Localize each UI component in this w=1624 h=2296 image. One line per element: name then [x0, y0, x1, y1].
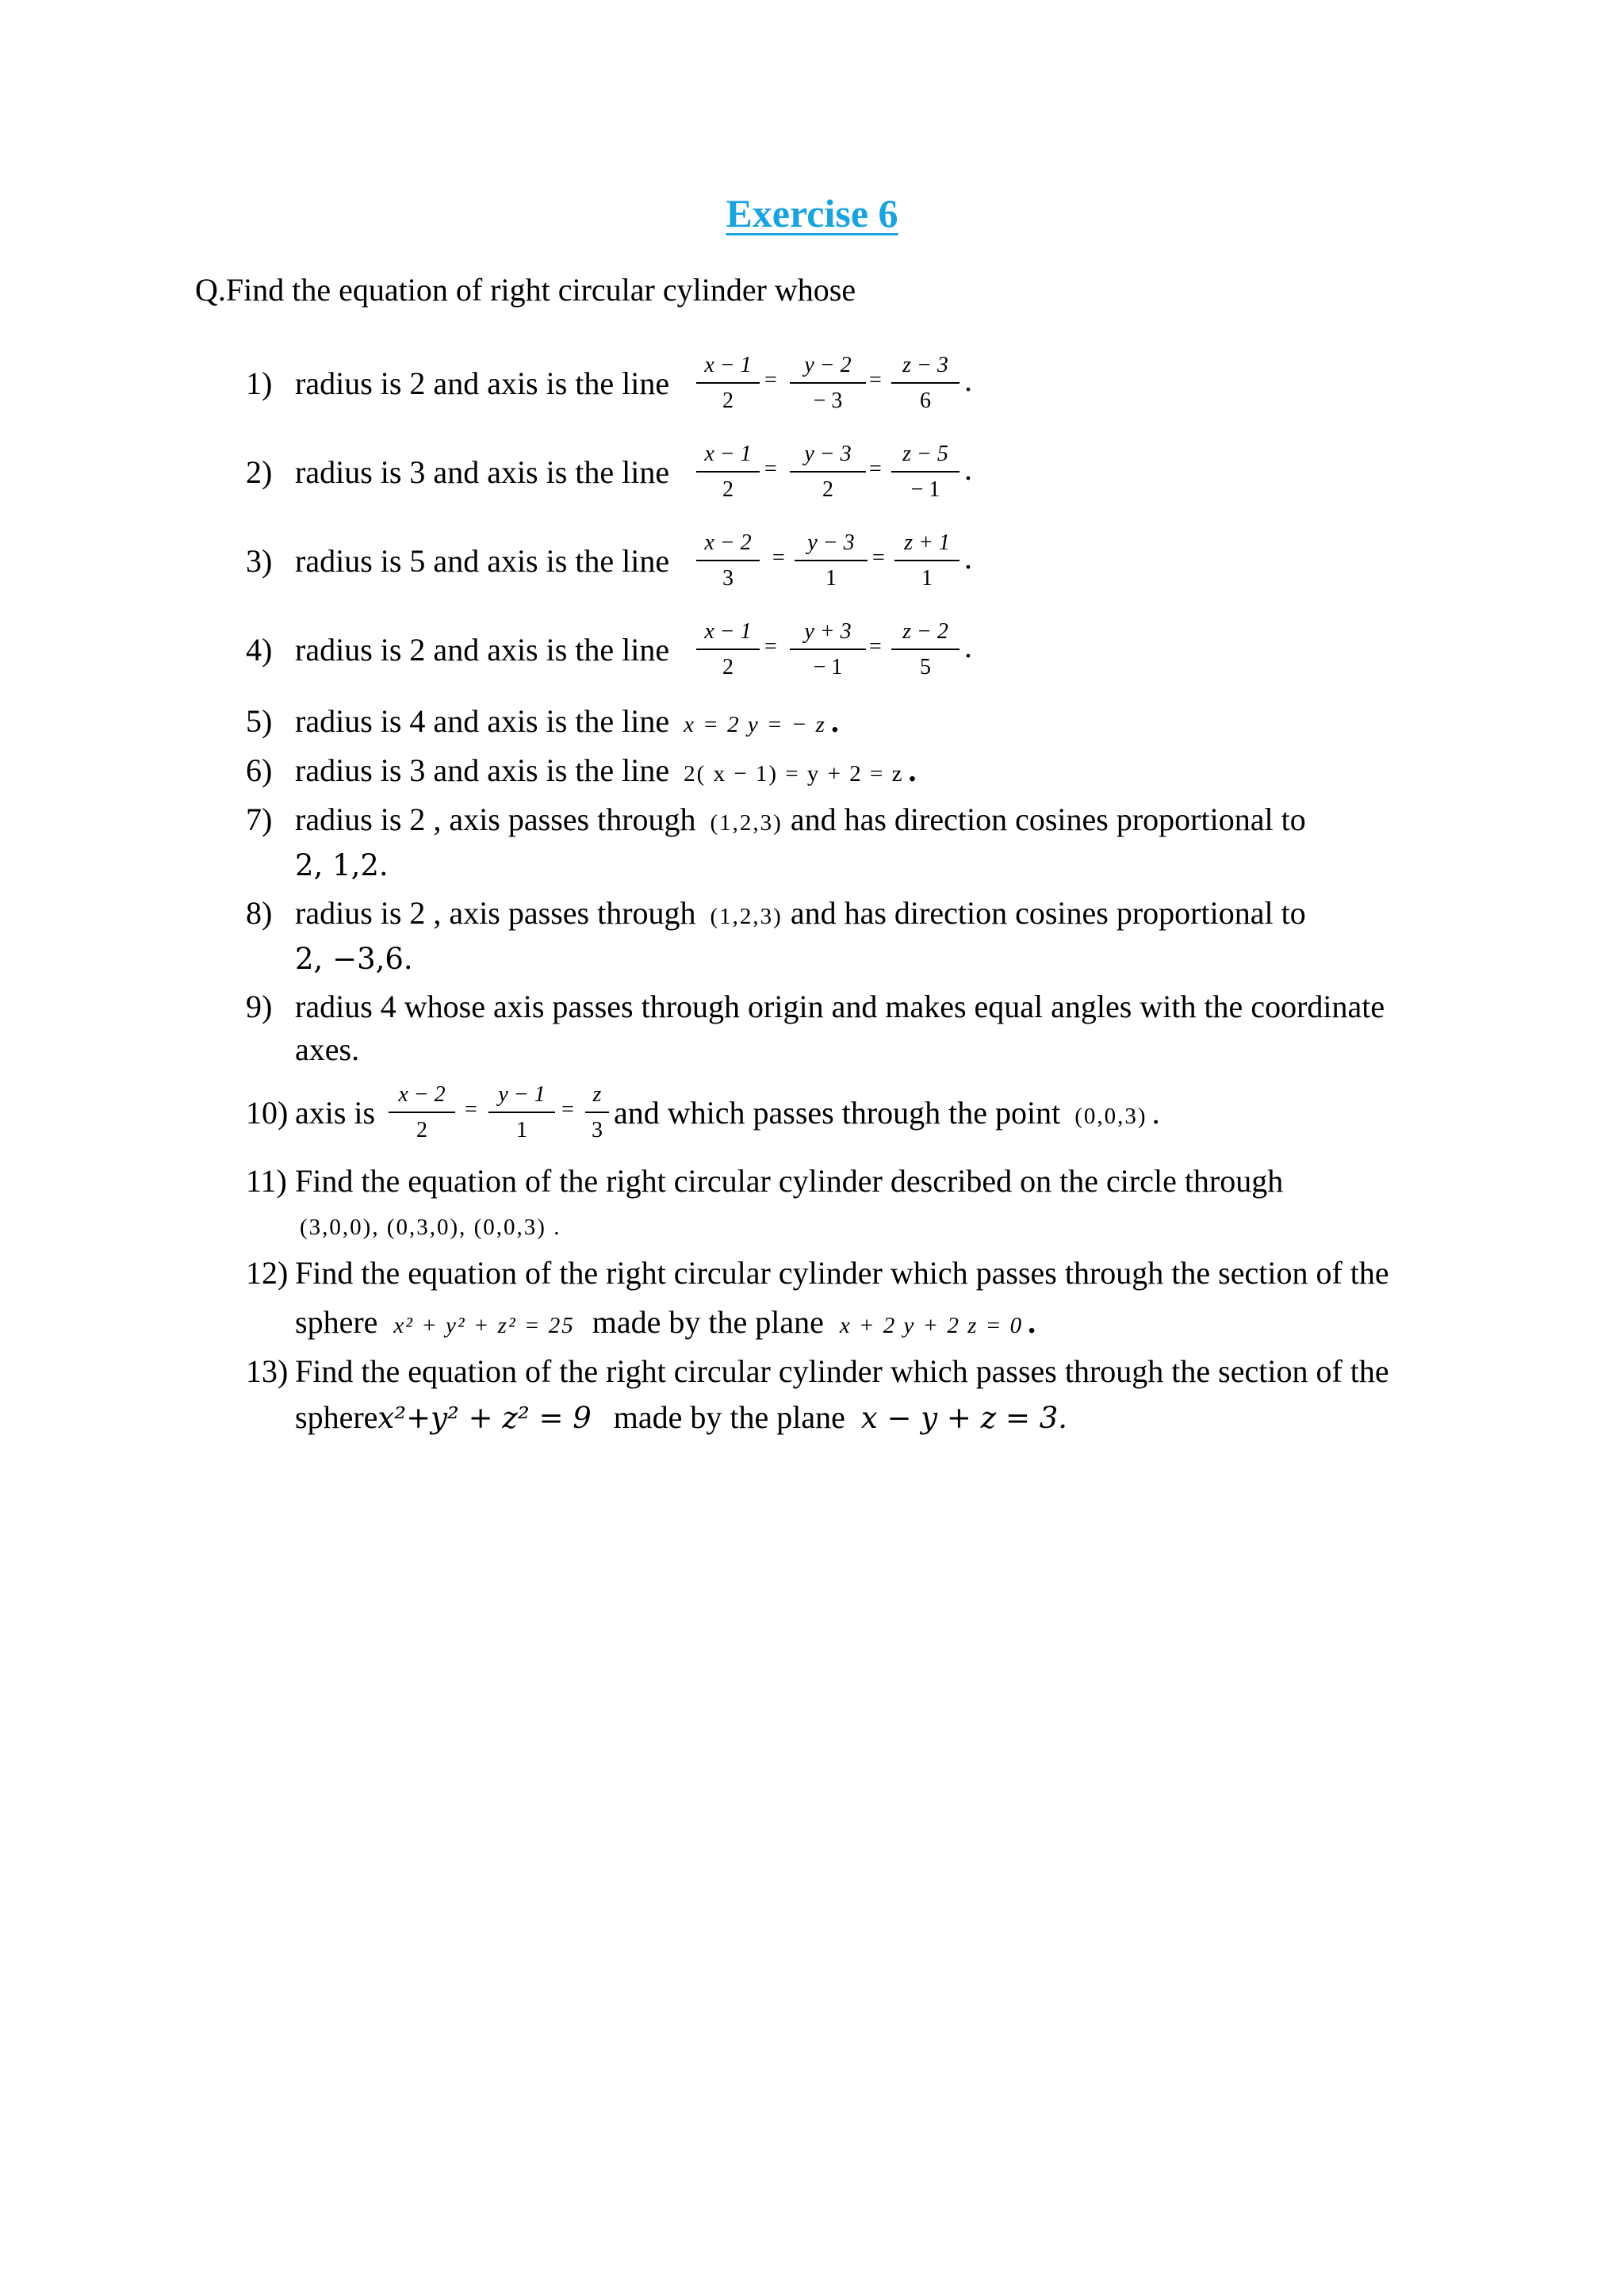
item-continuation: spherex²+y² + z² = 9 made by the plane x − y + z = 3. [295, 1399, 1068, 1435]
equals-sign: = [764, 368, 777, 392]
list-item-6: 6) radius is 3 and axis is the line 2( x − 1) = y + 2 = z . [246, 752, 917, 788]
list-item-2: 2) radius is 3 and axis is the line [246, 454, 670, 490]
list-item-3: 3) radius is 5 and axis is the line [246, 543, 670, 579]
list-item-10: 10) axis is [246, 1095, 376, 1131]
fraction-y: $\frac{y + 3}{- 1}$ [790, 615, 866, 685]
fraction-y: $\frac{y - 3}{2}$ [790, 438, 866, 507]
list-item-11: 11) Find the equation of the right circular cylinder described on the circle through [246, 1163, 1284, 1199]
equals-sign: = [869, 368, 882, 392]
list-item-4: 4) radius is 2 and axis is the line [246, 632, 670, 668]
item-continuation: 2, −3,6. [295, 942, 413, 976]
list-item-8: 8) radius is 2 , axis passes through (1,2,3) and has direction cosines proportional to [246, 895, 1306, 931]
item-continuation: 2, 1,2. [295, 848, 389, 882]
sphere-equation: x²+y² + z² = 9 [377, 1401, 592, 1435]
fraction-x: $\frac{x - 1}{2}$ [696, 349, 760, 419]
line-equation: x = 2 y = − z [684, 712, 826, 737]
list-item-7: 7) radius is 2 , axis passes through (1,2,3) and has direction cosines proportional to [246, 802, 1306, 837]
list-item-5: 5) radius is 4 and axis is the line x = 2 y = − z . [246, 703, 839, 739]
list-item-13: 13) Find the equation of the right circular cylinder which passes through the section of the [246, 1353, 1389, 1389]
line-equation: 2( x − 1) = y + 2 = z [684, 761, 904, 786]
list-item-12: 12) Find the equation of the right circular cylinder which passes through the section of the [246, 1255, 1389, 1291]
point: (0,0,3) [1074, 1104, 1147, 1129]
item-text: radius is 2 and axis is the line [295, 365, 670, 401]
fraction-y: $\frac{y - 3}{1}$ [795, 526, 868, 596]
fraction-y: $\frac{y - 2}{- 3}$ [790, 349, 866, 419]
fraction-x: $\frac{x - 2}{2}$ [389, 1078, 455, 1148]
fraction-z: $\frac{z - 3}{6}$ [891, 349, 959, 419]
item-continuation: axes. [295, 1031, 360, 1067]
item-10-tail: and which passes through the point (0,0,3) . [614, 1095, 1160, 1131]
sphere-equation: x² + y² + z² = 25 [393, 1313, 575, 1338]
period: . [964, 362, 972, 398]
fraction-z: $\frac{z + 1}{1}$ [894, 526, 959, 596]
plane-equation: x − y + z = 3. [860, 1401, 1068, 1435]
fraction-z: $\frac{z}{3}$ [585, 1078, 609, 1148]
point: (1,2,3) [710, 904, 783, 929]
fraction-z: $\frac{z - 2}{5}$ [891, 615, 959, 685]
point: (1,2,3) [710, 810, 783, 836]
item-number: 1) [246, 365, 273, 401]
fraction-z: $\frac{z - 5}{- 1}$ [891, 438, 959, 507]
fraction-x: $\frac{x - 2}{3}$ [696, 526, 760, 596]
fraction-x: $\frac{x - 1}{2}$ [696, 438, 760, 507]
page-title: Exercise 6 [726, 191, 898, 235]
plane-equation: x + 2 y + 2 z = 0 [839, 1313, 1024, 1338]
list-item-1 [246, 363, 669, 404]
item-continuation: (3,0,0), (0,3,0), (0,0,3) . [300, 1215, 561, 1240]
list-item-9: 9) radius 4 whose axis passes through origin and makes equal angles with the coordinate [246, 989, 1385, 1024]
item-continuation: sphere x² + y² + z² = 25 made by the plane x + 2 y + 2 z = 0 . [295, 1304, 1036, 1340]
fraction-x: $\frac{x - 1}{2}$ [696, 615, 760, 685]
fraction-y: $\frac{y - 1}{1}$ [488, 1078, 555, 1148]
question-text: Q.Find the equation of right circular cylinder whose [195, 272, 856, 308]
